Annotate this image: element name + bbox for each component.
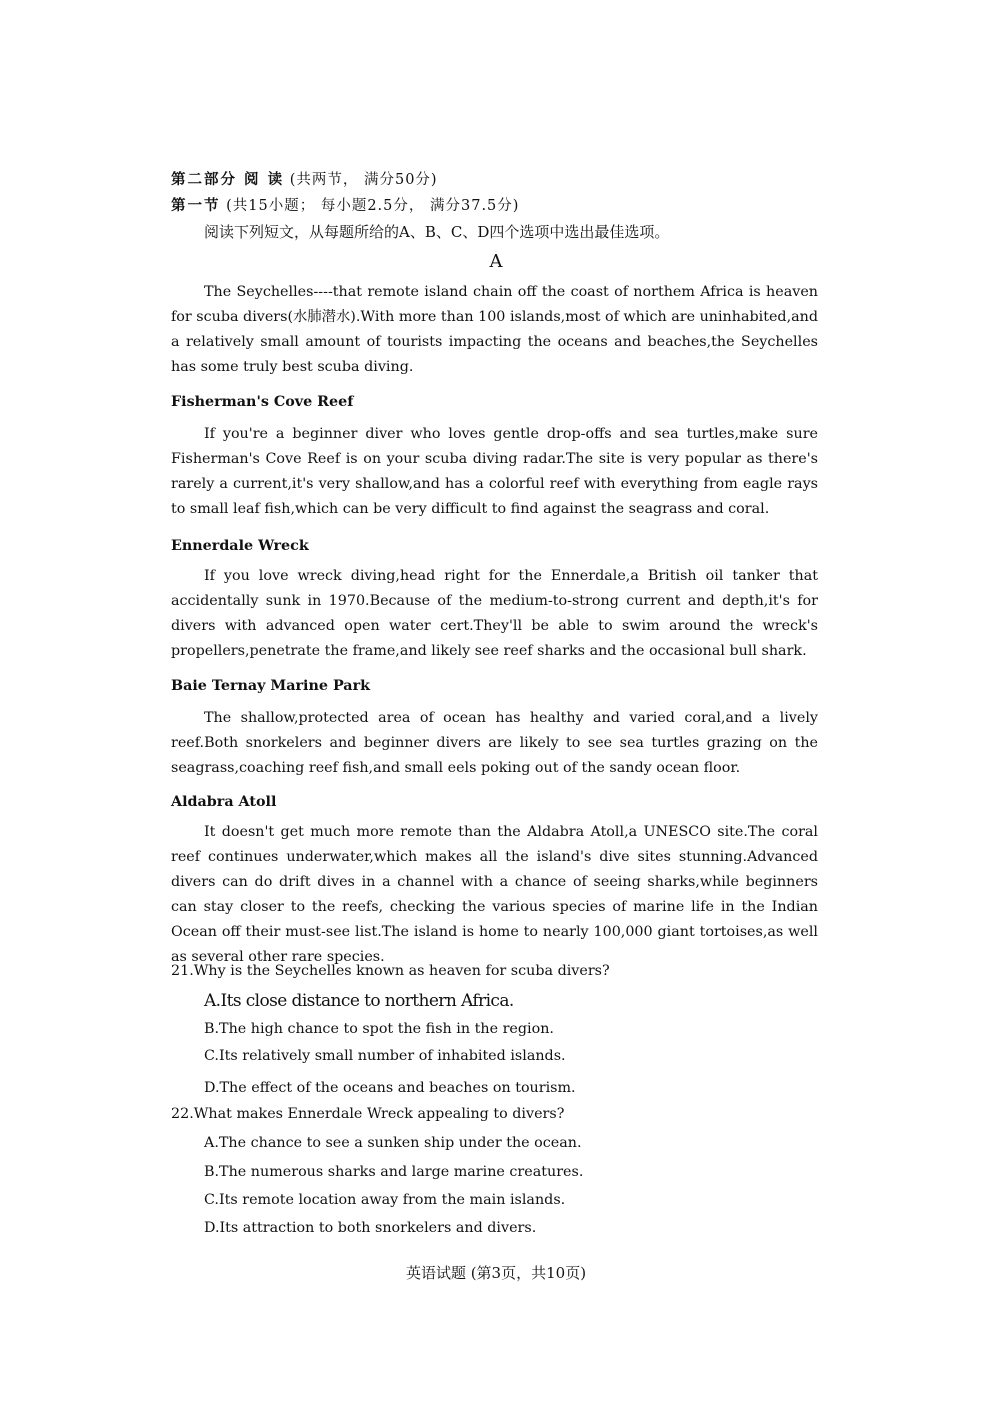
passage-letter: A [489, 251, 503, 272]
section-header [171, 194, 519, 215]
question-21-option-b: B.The high chance to spot the fish in the region. [204, 1021, 554, 1037]
part-note: (共两节， 满分50分) [289, 172, 438, 188]
instruction: 阅读下列短文，从每题所给的A、B、C、D四个选项中选出最佳选项。 [204, 223, 670, 241]
passage-intro: The Seychelles----that remote island chain off the coast of northem Africa is heaven for scuba divers(水肺潜水).With more than 100 islands,most of which are uninhabited,and a relatively small amount of tourists impacting the oceans and beaches,the Seychelles has some truly best scuba diving. [171, 284, 819, 375]
question-21-option-a: A.Its close distance to northern Africa. [204, 991, 514, 1011]
question-22-option-c: C.Its remote location away from the main islands. [204, 1192, 566, 1208]
question-22-option-d: D.Its attraction to both snorkelers and divers. [204, 1220, 537, 1236]
section-heading-fishermans-cove: Fisherman's Cove Reef [171, 394, 354, 410]
section-text-ennerdale: If you love wreck diving,head right for the Ennerdale,a British oil tanker that accidentally sunk in 1970.Because of the medium-to-strong current and depth,it's for divers with advanced open water cert.They'll be able to swim around the wreck's propellers,penetrate the frame,and likely see reef sharks and the occasional bull shark. [171, 568, 818, 659]
section-text-fishermans-cove: If you're a beginner diver who loves gentle drop-offs and sea turtles,make sure Fisherman's Cove Reef is on your scuba diving radar.The site is very popular as there's rarely a current,it's very shallow,and has a colorful reef with everything from eagle rays to small leaf fish,which can be very difficult to find against the seagrass and coral. [171, 426, 818, 517]
page-footer: 英语试题 (第3页，共10页) [405, 1264, 587, 1282]
question-21-option-c: C.Its relatively small number of inhabited islands. [204, 1048, 566, 1064]
section-text-aldabra: It doesn't get much more remote than the Aldabra Atoll,a UNESCO site.The coral reef continues underwater,which makes all the island's dive sites stunning.Advanced divers can do drift dives in a channel with a chance of seeing sharks,while beginners can stay closer to the reefs, checking the various species of marine life in the Indian Ocean off their must-see list.The island is home to nearly 100,000 giant tortoises,as well as several other rare species. [171, 824, 818, 965]
question-21-stem: 21.Why is the Seychelles known as heaven for scuba divers? [171, 963, 610, 979]
question-22-option-a: A.The chance to see a sunken ship under the ocean. [204, 1135, 582, 1151]
section-heading-ennerdale: Ennerdale Wreck [171, 538, 309, 554]
part-title: 第二部分 阅 读 [171, 171, 285, 188]
section-heading-aldabra: Aldabra Atoll [171, 794, 277, 810]
question-22-option-b: B.The numerous sharks and large marine creatures. [204, 1164, 584, 1180]
question-21-option-d: D.The effect of the oceans and beaches on tourism. [204, 1080, 576, 1096]
part-header [171, 168, 438, 189]
section-text-baie-ternay: The shallow,protected area of ocean has healthy and varied coral,and a lively reef.Both snorkelers and beginner divers are likely to see sea turtles grazing on the seagrass,coaching reef fish,and small eels poking out of the sandy ocean floor. [171, 710, 818, 776]
section-note: (共15小题； 每小题2.5分， 满分37.5分) [226, 198, 520, 214]
question-22-stem: 22.What makes Ennerdale Wreck appealing to divers? [171, 1106, 565, 1122]
section-heading-baie-ternay: Baie Ternay Marine Park [171, 678, 371, 694]
section-title: 第一节 [171, 197, 221, 214]
